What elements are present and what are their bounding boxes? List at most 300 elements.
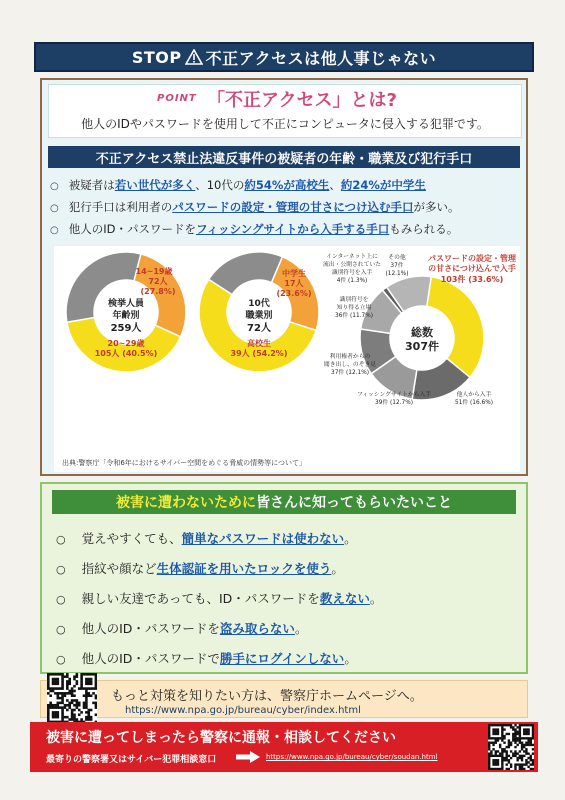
point-box <box>48 84 522 138</box>
qr-module <box>514 733 516 735</box>
stats-bullet-1 <box>50 174 520 196</box>
qr-module <box>95 687 97 690</box>
qr-module <box>510 757 512 759</box>
qr-module <box>90 718 93 721</box>
stop-text: STOP <box>131 47 182 67</box>
qr-module <box>52 690 55 693</box>
qr-module <box>80 687 83 690</box>
qr-module <box>68 678 71 681</box>
qr-module <box>501 735 503 737</box>
qr-module <box>532 768 534 770</box>
qr-module <box>508 744 510 746</box>
qr-module <box>59 706 62 709</box>
point-description: 他人のIDやパスワードを使用して不正にコンピュータに侵入する犯罪です。 <box>81 117 489 131</box>
text: 他人のID・パスワードで <box>81 651 220 666</box>
qr-module <box>57 702 60 705</box>
qr-module <box>523 724 525 726</box>
age-center-label: 検挙人員 <box>107 299 145 309</box>
qr-module <box>59 702 62 705</box>
qr-module <box>492 763 494 765</box>
qr-module <box>497 759 499 761</box>
qr-module <box>490 755 492 757</box>
qr-module <box>497 763 499 765</box>
qr-module <box>523 737 525 739</box>
qr-module <box>90 678 93 681</box>
qr-module <box>530 744 532 746</box>
tips-header-highlight: 被害に遭わないために <box>116 495 256 511</box>
qr-module <box>514 735 516 737</box>
qr-module <box>525 759 527 761</box>
qr-module <box>525 761 527 763</box>
qr-module <box>532 761 534 763</box>
qr-module <box>66 675 69 678</box>
qr-module <box>508 733 510 735</box>
qr-module <box>85 680 88 683</box>
qr-module <box>492 728 494 730</box>
qr-module <box>52 678 55 681</box>
qr-module <box>52 706 55 709</box>
qr-module <box>525 748 527 750</box>
qr-module <box>521 748 523 750</box>
qr-module <box>73 694 76 697</box>
qr-module <box>54 673 57 676</box>
qr-module <box>495 733 497 735</box>
qr-module <box>80 678 83 681</box>
qr-module <box>495 755 497 757</box>
qr-module <box>49 694 52 697</box>
qr-module <box>501 768 503 770</box>
qr-module <box>523 733 525 735</box>
qr-module <box>80 718 83 721</box>
qr-module <box>521 755 523 757</box>
qr-module <box>512 726 514 728</box>
qr-module <box>73 713 76 716</box>
qr-module <box>78 704 81 707</box>
qr-module <box>73 675 76 678</box>
qr-module <box>497 737 499 739</box>
qr-module <box>76 702 79 705</box>
qr-module <box>90 694 93 697</box>
qr-module <box>488 744 490 746</box>
qr-module <box>514 766 516 768</box>
qr-module <box>530 768 532 770</box>
qr-module <box>68 680 71 683</box>
tip-item <box>56 644 496 674</box>
qr-module <box>514 742 516 744</box>
qr-module <box>68 702 71 705</box>
qr-code-icon[interactable] <box>47 673 97 723</box>
qr-module <box>499 755 501 757</box>
qr-module <box>73 718 76 721</box>
qr-module <box>95 697 97 700</box>
qr-module <box>488 763 490 765</box>
qr-module <box>527 761 529 763</box>
qr-module <box>57 680 60 683</box>
qr-module <box>508 768 510 770</box>
qr-module <box>506 752 508 754</box>
qr-module <box>90 687 93 690</box>
qr-module <box>516 726 518 728</box>
highlight: 盗み取らない <box>219 621 295 636</box>
qr-module <box>488 737 490 739</box>
qr-module <box>83 673 86 676</box>
qr-module <box>61 683 64 686</box>
method-label: 37件 <box>390 263 404 269</box>
qr-module <box>54 687 57 690</box>
qr-module <box>492 759 494 761</box>
qr-module <box>71 711 74 714</box>
reference-box <box>40 680 528 718</box>
qr-module <box>532 735 534 737</box>
qr-module <box>506 750 508 752</box>
qr-module <box>54 706 57 709</box>
qr-module <box>530 724 532 726</box>
qr-module <box>87 711 90 714</box>
qr-module <box>76 675 79 678</box>
qr-module <box>516 737 518 739</box>
qr-module <box>76 680 79 683</box>
qr-module <box>95 706 97 709</box>
qr-module <box>527 737 529 739</box>
qr-module <box>519 766 521 768</box>
teen-center-value: 72人 <box>247 323 271 334</box>
qr-module <box>83 687 86 690</box>
method-main-label: の甘さにつけ込んで入手 <box>428 264 516 273</box>
bullet-mark: ○ <box>50 181 59 192</box>
qr-module <box>76 673 79 676</box>
qr-module <box>85 699 88 702</box>
qr-module <box>64 716 67 719</box>
qr-module <box>80 673 83 676</box>
qr-module <box>508 739 510 741</box>
qr-module <box>527 744 529 746</box>
qr-module <box>47 678 50 681</box>
qr-module <box>497 724 499 726</box>
qr-module <box>516 744 518 746</box>
qr-module <box>492 733 494 735</box>
text: 。 <box>331 561 344 576</box>
qr-module <box>47 711 50 714</box>
stats-bullet-2 <box>50 196 520 218</box>
qr-module <box>80 711 83 714</box>
age-label: 105人 (40.5%) <box>94 349 158 358</box>
qr-module <box>512 752 514 754</box>
qr-module <box>514 737 516 739</box>
qr-module <box>519 731 521 733</box>
report-banner <box>30 722 538 772</box>
qr-module <box>47 718 50 721</box>
qr-module <box>47 685 50 688</box>
method-label: 36件 (11.7%) <box>335 313 373 319</box>
highlight: 約24%が中学生 <box>340 178 426 192</box>
qr-module <box>503 737 505 739</box>
qr-module <box>521 768 523 770</box>
text: 。 <box>344 651 357 666</box>
qr-module <box>519 742 521 744</box>
qr-module <box>512 739 514 741</box>
qr-module <box>492 744 494 746</box>
qr-module <box>508 746 510 748</box>
qr-module <box>87 692 90 695</box>
qr-module <box>514 750 516 752</box>
bullet-mark: ○ <box>50 225 59 236</box>
qr-module <box>525 744 527 746</box>
qr-module <box>527 728 529 730</box>
qr-module <box>532 724 534 726</box>
charts-panel <box>54 246 520 472</box>
bullet-mark: ○ <box>56 653 66 666</box>
stats-bullet-3 <box>50 218 520 240</box>
qr-module <box>525 724 527 726</box>
method-label: 識別符号を <box>339 297 369 303</box>
highlight: 勝手にログインしない <box>219 651 345 666</box>
qr-module <box>530 755 532 757</box>
method-label: (12.1%) <box>385 271 409 277</box>
qr-module <box>527 724 529 726</box>
qr-module <box>85 690 88 693</box>
title-banner <box>34 42 534 72</box>
qr-module <box>57 704 60 707</box>
qr-module <box>519 757 521 759</box>
qr-module <box>54 692 57 695</box>
bullet-mark: ○ <box>56 623 66 636</box>
qr-module <box>95 694 97 697</box>
qr-module <box>519 768 521 770</box>
reference-url-link[interactable]: https://www.npa.go.jp/bureau/cyber/index.html <box>125 705 361 716</box>
qr-module <box>492 737 494 739</box>
qr-module <box>527 742 529 744</box>
qr-module <box>52 716 55 719</box>
qr-module <box>85 683 88 686</box>
qr-module <box>497 755 499 757</box>
qr-module <box>490 742 492 744</box>
qr-module <box>61 692 64 695</box>
age-label: 14~19歳 <box>135 267 173 276</box>
qr-module <box>47 704 50 707</box>
method-label: その他 <box>388 255 406 261</box>
qr-module <box>521 757 523 759</box>
qr-module <box>76 683 79 686</box>
qr-module <box>506 757 508 759</box>
qr-module <box>95 704 97 707</box>
qr-module <box>61 697 64 700</box>
qr-module <box>490 768 492 770</box>
point-label: POINT <box>157 93 197 104</box>
qr-module <box>492 731 494 733</box>
qr-module <box>527 752 529 754</box>
qr-module <box>488 735 490 737</box>
qr-module <box>59 673 62 676</box>
qr-module <box>488 768 490 770</box>
qr-module <box>527 739 529 741</box>
consultation-url-link[interactable]: https://www.npa.go.jp/bureau/cyber/soudan.html <box>266 753 438 761</box>
age-center-label: 年齢別 <box>112 311 140 321</box>
qr-module <box>508 724 510 726</box>
qr-module <box>68 683 71 686</box>
qr-module <box>47 687 50 690</box>
qr-module <box>87 673 90 676</box>
qr-module <box>519 728 521 730</box>
qr-module <box>85 716 88 719</box>
qr-module <box>492 755 494 757</box>
qr-module <box>519 739 521 741</box>
qr-module <box>499 746 501 748</box>
qr-module <box>78 687 81 690</box>
stats-bullets <box>50 174 520 240</box>
qr-module <box>71 692 74 695</box>
qr-module <box>523 744 525 746</box>
tips-header-text: 皆さんに知ってもらいたいこと <box>256 495 452 511</box>
qr-module <box>503 735 505 737</box>
qr-module <box>514 755 516 757</box>
qr-module <box>516 763 518 765</box>
qr-module <box>499 744 501 746</box>
qr-module <box>61 716 64 719</box>
qr-module <box>508 761 510 763</box>
bullet-mark: ○ <box>56 533 66 546</box>
qr-module <box>71 718 74 721</box>
qr-module <box>488 755 490 757</box>
report-subtitle: 最寄りの警察署又はサイバー犯罪相談窓口 <box>46 755 217 765</box>
qr-module <box>85 704 88 707</box>
method-center-label: 総数 <box>411 326 433 339</box>
qr-module <box>501 761 503 763</box>
qr-module <box>521 724 523 726</box>
qr-module <box>87 716 90 719</box>
qr-module <box>71 716 74 719</box>
qr-module <box>514 768 516 770</box>
qr-module <box>512 755 514 757</box>
qr-module <box>501 750 503 752</box>
qr-module <box>495 768 497 770</box>
qr-module <box>49 687 52 690</box>
qr-module <box>85 702 88 705</box>
qr-module <box>532 744 534 746</box>
qr-module <box>495 728 497 730</box>
qr-module <box>516 733 518 735</box>
qr-module <box>488 761 490 763</box>
bullet-mark: ○ <box>56 563 66 576</box>
qr-module <box>519 733 521 735</box>
qr-module <box>495 739 497 741</box>
qr-module <box>519 755 521 757</box>
tips-list <box>56 524 496 674</box>
qr-module <box>85 692 88 695</box>
qr-module <box>521 759 523 761</box>
qr-module <box>61 694 64 697</box>
qr-module <box>514 728 516 730</box>
qr-module <box>503 728 505 730</box>
highlight: パスワードの設定・管理の甘さにつけ込む手口 <box>172 200 414 214</box>
highlight: 若い世代が多く <box>114 178 196 192</box>
tip-item <box>56 554 496 584</box>
qr-module <box>47 680 50 683</box>
qr-module <box>495 759 497 761</box>
qr-module <box>68 704 71 707</box>
qr-module <box>492 742 494 744</box>
qr-module <box>80 683 83 686</box>
qr-module <box>54 713 57 716</box>
qr-module <box>57 713 60 716</box>
qr-module <box>80 685 83 688</box>
qr-module <box>519 726 521 728</box>
qr-module <box>501 728 503 730</box>
qr-module <box>514 763 516 765</box>
qr-module <box>495 763 497 765</box>
qr-module <box>57 694 60 697</box>
text: 他人のID・パスワードを <box>68 222 196 236</box>
qr-module <box>506 746 508 748</box>
qr-module <box>71 694 74 697</box>
qr-module <box>530 759 532 761</box>
qr-module <box>532 737 534 739</box>
qr-module <box>510 724 512 726</box>
method-label: 聞き出し、のぞき見 <box>323 362 377 368</box>
qr-module <box>488 742 490 744</box>
qr-module <box>503 742 505 744</box>
age-label: 20~29歳 <box>107 339 145 348</box>
qr-module <box>527 731 529 733</box>
qr-module <box>488 748 490 750</box>
qr-module <box>521 744 523 746</box>
qr-module <box>61 706 64 709</box>
qr-module <box>66 683 69 686</box>
qr-module <box>503 757 505 759</box>
qr-module <box>508 755 510 757</box>
qr-module <box>495 724 497 726</box>
qr-module <box>90 680 93 683</box>
method-label: 4件 (1.3%) <box>336 278 368 284</box>
qr-module <box>68 718 71 721</box>
qr-module <box>64 706 67 709</box>
qr-module <box>66 680 69 683</box>
qr-module <box>525 733 527 735</box>
qr-module <box>64 704 67 707</box>
highlight: 教えない <box>319 591 370 606</box>
qr-module <box>506 733 508 735</box>
qr-module <box>76 718 79 721</box>
qr-module <box>68 706 71 709</box>
qr-module <box>52 704 55 707</box>
qr-module <box>495 761 497 763</box>
qr-module <box>95 675 97 678</box>
qr-module <box>80 680 83 683</box>
qr-module <box>54 680 57 683</box>
qr-module <box>49 702 52 705</box>
qr-module <box>488 733 490 735</box>
qr-module <box>90 709 93 712</box>
qr-module <box>73 699 76 702</box>
stats-section <box>40 78 528 476</box>
qr-module <box>95 702 97 705</box>
qr-module <box>71 709 74 712</box>
qr-module <box>506 724 508 726</box>
qr-module <box>497 733 499 735</box>
qr-module <box>66 709 69 712</box>
bullet-mark: ○ <box>50 203 59 214</box>
qr-code-icon[interactable] <box>488 724 534 770</box>
qr-module <box>92 702 95 705</box>
qr-module <box>506 755 508 757</box>
qr-module <box>87 687 90 690</box>
reference-text: もっと対策を知りたい方は、警察庁ホームページへ。 <box>111 689 423 704</box>
qr-module <box>61 718 64 721</box>
teen-label: 中学生 <box>282 269 306 278</box>
qr-module <box>514 739 516 741</box>
qr-module <box>61 673 64 676</box>
qr-module <box>54 716 57 719</box>
qr-module <box>497 768 499 770</box>
